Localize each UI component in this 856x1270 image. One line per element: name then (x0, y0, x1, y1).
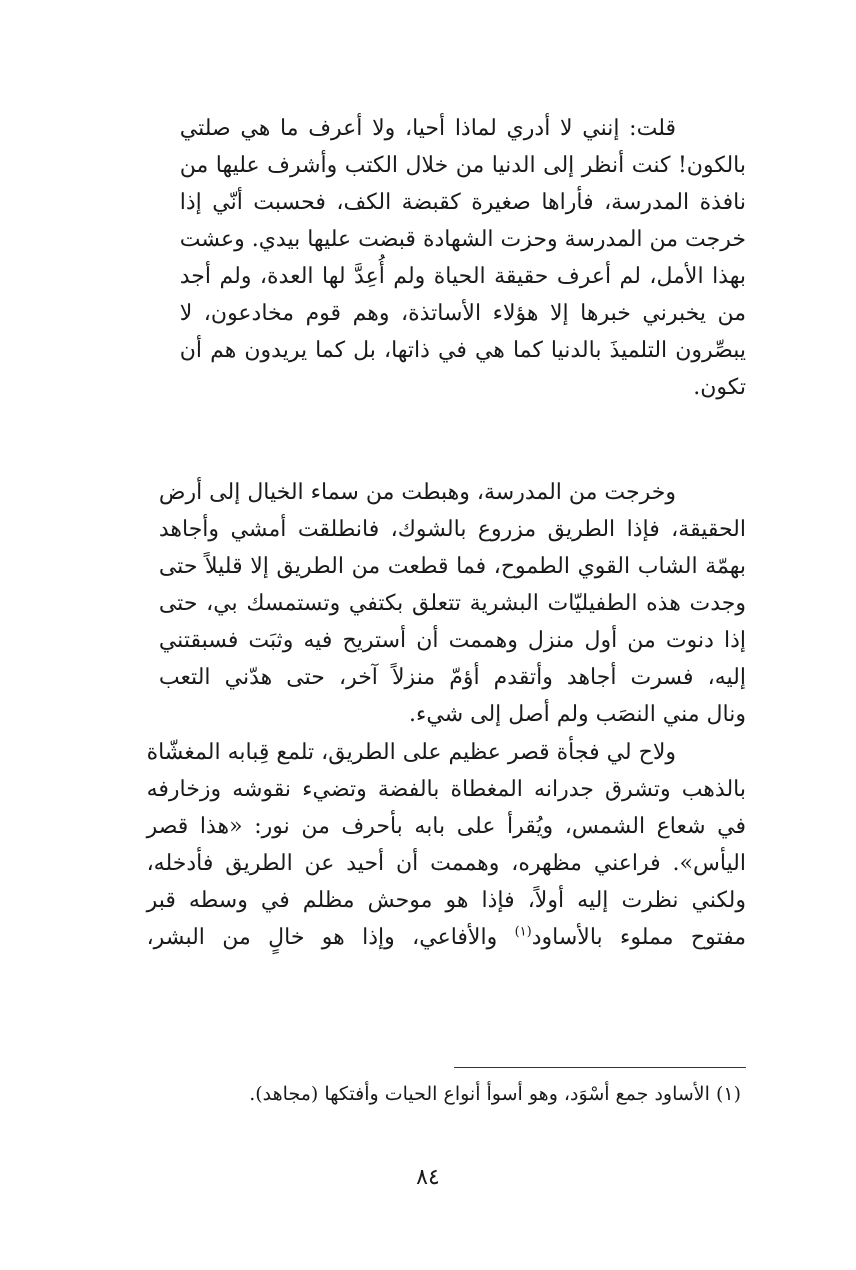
text-line: وجدت هذه الطفيليّات البشرية تتعلق بكتفي وتستمسك بي، حتى (158, 591, 746, 616)
paragraph-2 (159, 474, 746, 733)
text-line: ونال مني النصَب ولم أصل إلى شيء. (409, 702, 746, 727)
footnote-divider (454, 1067, 746, 1068)
text-line (147, 919, 746, 956)
footnote-reference: (١) (514, 924, 532, 940)
text-line: إذا دنوت من أول منزل وهممت أن أستريح فيه وثبَت فسبقتني (158, 628, 746, 653)
text-line: وخرجت من المدرسة، وهبطت من سماء الخيال إلى أرض (158, 480, 676, 505)
text-line: ولكني نظرت إليه أولاً، فإذا هو موحش مظلم في وسطه قبر (146, 888, 746, 913)
page-number: ٨٤ (416, 1165, 440, 1190)
text-line: قلت: إنني لا أدري لماذا أحيا، ولا أعرف ما هي صلتي (179, 116, 676, 141)
text-line: بالكون! كنت أنظر إلى الدنيا من خلال الكتب وأشرف عليها من (179, 153, 746, 178)
text-segment: مفتوح مملوء بالأساود (531, 925, 747, 950)
text-line: ولاح لي فجأة قصر عظيم على الطريق، تلمع قِبابه المغشّاة (146, 740, 676, 765)
paragraph-1 (180, 110, 746, 406)
text-line: في شعاع الشمس، ويُقرأ على بابه بأحرف من نور: «هذا قصر (146, 814, 746, 839)
footnote: (١) الأساود جمع أسْوَد، وهو أسوأ أنواع الحيات وأفتكها (مجاهد). (249, 1083, 741, 1105)
text-line: بهمّة الشاب القوي الطموح، فما قطعت من الطريق إلا قليلاً حتى (158, 554, 746, 579)
text-line: الحقيقة، فإذا الطريق مزروع بالشوك، فانطلقت أمشي وأجاهد (158, 517, 746, 542)
text-line: خرجت من المدرسة وحزت الشهادة قبضت عليها بيدي. وعشت (179, 227, 746, 252)
text-segment: والأفاعي، وإذا هو خالٍ من البشر، (146, 925, 498, 950)
text-line: اليأس». فراعني مظهره، وهممت أن أحيد عن الطريق فأدخله، (146, 851, 746, 876)
text-line: تكون. (693, 375, 746, 400)
text-line: نافذة المدرسة، فأراها صغيرة كقبضة الكف، فحسبت أنّي إذا (179, 190, 746, 215)
text-line: من يخبرني خبرها إلا هؤلاء الأساتذة، وهم قوم مخادعون، لا (179, 301, 746, 326)
text-line: إليه، فسرت أجاهد وأتقدم أؤمّ منزلاً آخر، حتى هدّني التعب (158, 665, 746, 690)
text-line: بهذا الأمل، لم أعرف حقيقة الحياة ولم أُعِدَّ لها العدة، ولم أجد (179, 264, 746, 289)
text-line: يبصِّرون التلميذَ بالدنيا كما هي في ذاتها، بل كما يريدون هم أن (179, 338, 746, 363)
paragraph-3 (147, 734, 746, 956)
text-line: بالذهب وتشرق جدرانه المغطاة بالفضة وتضيء نقوشه وزخارفه (146, 777, 746, 802)
